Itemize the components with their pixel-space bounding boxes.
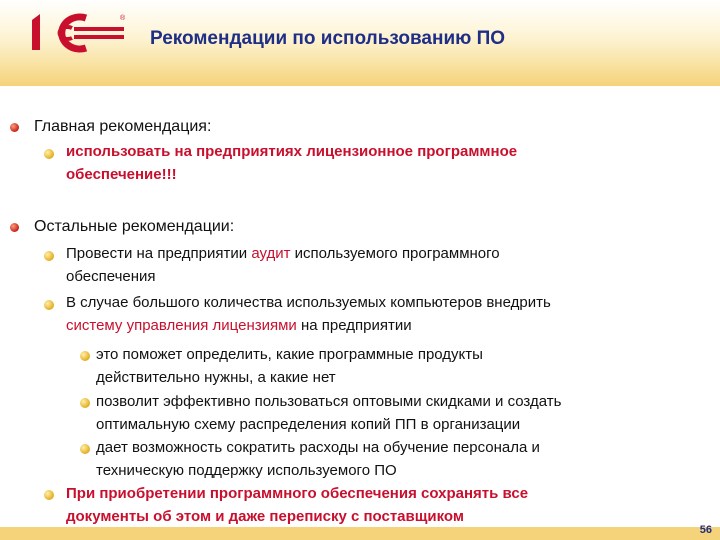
benefit-item: это поможет определить, какие программные продукты действительно нужны, а какие нет <box>96 346 483 386</box>
benefit-item: дает возможность сократить расходы на обучение персонала и техническую поддержку используемого ПО <box>96 439 540 479</box>
yellow-bullet-icon <box>44 490 54 500</box>
slide-title: Рекомендации по использованию ПО <box>150 28 506 49</box>
benefit-item: позволит эффективно пользоваться оптовыми скидками и создать оптимальную схему распределения копий ПП в организации <box>96 393 562 433</box>
yellow-bullet-icon <box>44 300 54 310</box>
yellow-bullet-icon <box>80 398 90 408</box>
svg-text:®: ® <box>120 15 126 22</box>
audit-recommendation: Провести на предприятии аудит используемого программного обеспечения <box>66 245 500 285</box>
other-recommendations-label: Остальные рекомендации: <box>34 218 235 235</box>
documents-recommendation: При приобретении программного обеспечения сохранять все документы об этом и даже переписку с поставщиком <box>66 485 529 525</box>
yellow-bullet-icon <box>80 351 90 361</box>
footer-bar <box>0 527 720 540</box>
yellow-bullet-icon <box>44 251 54 261</box>
1c-logo <box>28 10 128 54</box>
license-management-recommendation: В случае большого количества используемых компьютеров внедрить систему управления лицензиями на предприятии <box>66 294 551 334</box>
red-bullet-icon <box>10 223 19 232</box>
yellow-bullet-icon <box>80 444 90 454</box>
red-bullet-icon <box>10 123 19 132</box>
yellow-bullet-icon <box>44 149 54 159</box>
main-recommendation-label: Главная рекомендация: <box>34 118 212 135</box>
main-recommendation-text: использовать на предприятиях лицензионное программное обеспечение!!! <box>66 143 518 183</box>
page-number: 56 <box>699 524 712 536</box>
slide-header <box>0 0 720 86</box>
